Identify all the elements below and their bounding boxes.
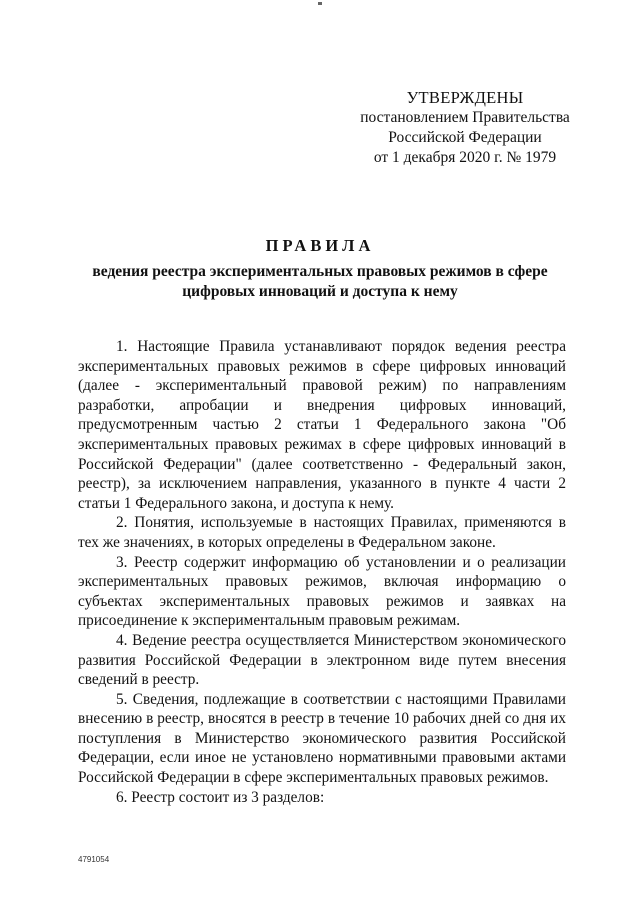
- paragraph-5: 5. Сведения, подлежащие в соответствии с настоящими Правилами внесению в реестр, вносятся в реестр в течение 10 рабочих дней со дня их поступления в Министерство экономического развития Российской Федерации, если иное не установлено нормативными правовыми актами Российской Федерации в сфере экспериментальных правовых режимов.: [78, 690, 566, 787]
- approval-heading: УТВЕРЖДЕНЫ: [406, 88, 524, 107]
- paragraph-6: 6. Реестр состоит из 3 разделов:: [116, 788, 325, 806]
- document-body: [78, 337, 566, 807]
- document-subtitle: ведения реестра экспериментальных правовых режимов в сфере цифровых инноваций и доступа к нему: [92, 263, 548, 300]
- approval-stamp-block: [355, 88, 575, 168]
- paragraph-2: 2. Понятия, используемые в настоящих Правилах, применяются в тех же значениях, в которых определены в Федеральном законе.: [78, 514, 566, 551]
- document-code: 4791054: [78, 855, 110, 864]
- approval-line-1: постановлением Правительства: [360, 109, 570, 126]
- paragraph-3: 3. Реестр содержит информацию об установлении и о реализации экспериментальных правовых режимов, включая информацию о субъектах экспериментальных правовых режимов и заявках на присоединение к экспериментальным правовым режимам.: [78, 553, 566, 630]
- paragraph-1: 1. Настоящие Правила устанавливают порядок ведения реестра экспериментальных правовых режимов в сфере цифровых инноваций (далее - экспериментальный правовой режим) по направлениям разработки, апробации и внедрения цифровых инноваций, предусмотренным частью 2 статьи 1 Федерального закона "Об экспериментальных правовых режимах в сфере цифровых инноваций в Российской Федерации" (далее соответственно - Федеральный закон, реестр), за исключением направления, указанного в пункте 4 части 2 статьи 1 Федерального закона, и доступа к нему.: [78, 338, 566, 512]
- approval-line-2: Российской Федерации: [388, 129, 542, 146]
- document-title: ПРАВИЛА: [265, 236, 375, 255]
- scan-mark: [318, 2, 322, 5]
- paragraph-4: 4. Ведение реестра осуществляется Министерством экономического развития Российской Федерации в электронном виде путем внесения сведений в реестр.: [78, 631, 566, 689]
- approval-line-3: от 1 декабря 2020 г. № 1979: [373, 149, 557, 166]
